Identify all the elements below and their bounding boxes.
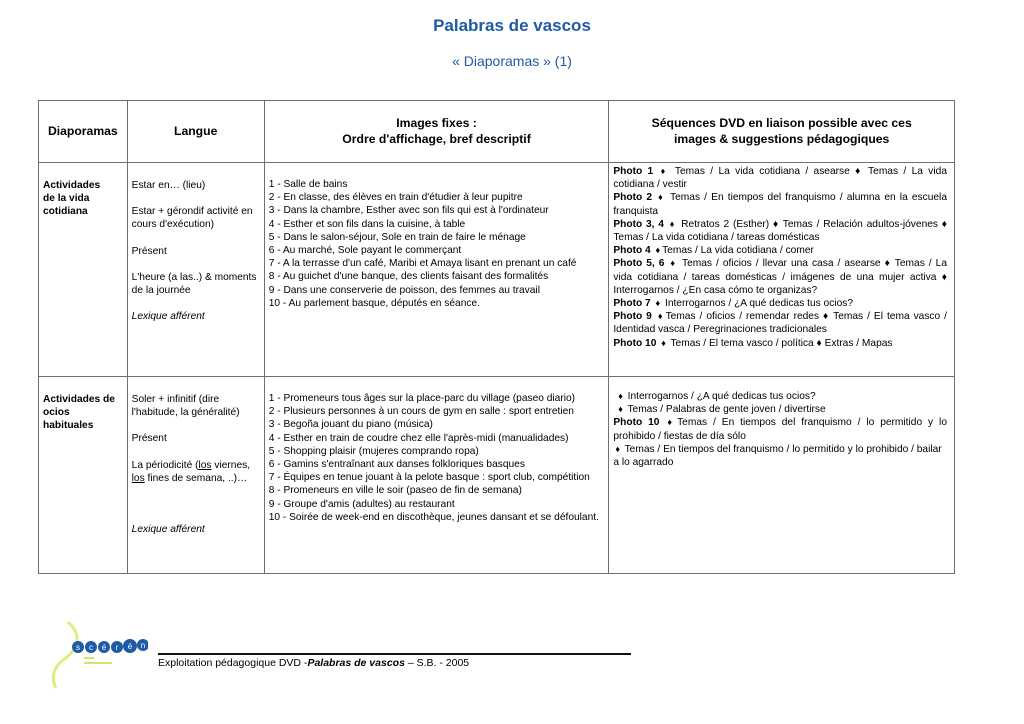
image-item: 10 - Soirée de week-end en discothèque, jeunes dansant et se défoulant. (268, 511, 599, 523)
footer-title: Palabras de vascos (307, 657, 405, 669)
dvd-text: Retratos 2 (Esther) ♦ Temas / Relación adultos-jóvenes ♦ Temas / La vida cotidiana / tareas domésticas (613, 218, 947, 244)
langue-item: Présent (131, 245, 167, 257)
header-images-line2: Ordre d'affichage, bref descriptif (342, 131, 531, 146)
footer-text (158, 657, 469, 669)
langue-lexique: Lexique afférent (131, 524, 205, 536)
svg-text:é: é (101, 643, 107, 652)
diaporama-cell (39, 377, 128, 574)
dvd-text: Temas / En tiempos del franquismo / lo permitido y lo prohibido / fiestas de día sólo (613, 417, 947, 442)
image-item: 3 - Begoña jouant du piano (música) (268, 419, 433, 431)
image-item: 10 - Au parlement basque, députés en séance. (268, 297, 480, 309)
dvd-text: Interrogarnos / ¿A qué dedicas tus ocios? (664, 298, 853, 310)
header-langue: Langue (127, 101, 264, 163)
table-row (39, 377, 955, 574)
diaporama-title-line: ocios (43, 407, 70, 419)
dvd-text: Temas / En tiempos del franquismo / lo permitido y lo prohibido / bailar a lo agarrado (613, 443, 942, 469)
langue-item: Soler + infinitif (dire l'habitude, la généralité) (131, 394, 240, 419)
diamond-bullet-icon: ♦ (615, 443, 620, 454)
image-item: 8 - Au guichet d'une banque, des clients faisant des formalités (268, 271, 549, 283)
diamond-bullet-icon: ♦ (618, 391, 623, 401)
diamond-bullet-icon: ♦ (655, 298, 661, 309)
dvd-item (613, 416, 947, 442)
diaporama-title-line: Actividades (43, 180, 101, 191)
diamond-bullet-icon: ♦ (655, 245, 661, 256)
dvd-item (613, 390, 947, 403)
header-diaporamas: Diaporamas (39, 101, 128, 163)
dvd-text: Temas / El tema vasco / política ♦ Extras / Mapas (670, 337, 893, 349)
diamond-bullet-icon: ♦ (660, 166, 668, 176)
dvd-item (613, 191, 947, 217)
photo-label: Photo 3, 4 (613, 218, 664, 230)
footer-divider (158, 653, 631, 655)
diaporama-cell (39, 163, 128, 377)
diamond-bullet-icon: ♦ (667, 417, 676, 428)
dvd-text: Temas / En tiempos del franquismo / alumna en la escuela franquista (613, 192, 947, 217)
photo-label: Photo 10 (613, 417, 660, 429)
diaporama-title-line: cotidiana (43, 206, 88, 218)
dvd-item (613, 443, 947, 469)
image-item: 9 - Groupe d'amis (adultes) au restaurant (268, 498, 455, 510)
sceren-logo-icon (48, 620, 148, 690)
langue-underlined: los (131, 472, 145, 484)
photo-label: Photo 5, 6 (613, 258, 665, 270)
dvd-item (613, 310, 947, 336)
page-subtitle: « Diaporamas » (1) (452, 53, 572, 69)
image-item: 9 - Dans une conserverie de poisson, des femmes au travail (268, 284, 540, 296)
dvd-text: Interrogarnos / ¿A qué dedicas tus ocios? (627, 391, 816, 402)
images-cell (264, 377, 609, 574)
dvd-item (613, 244, 947, 257)
photo-label: Photo 9 (613, 311, 652, 323)
header-images-fixes (264, 101, 609, 163)
langue-item: Estar + gérondif activité en cours d'exécution) (131, 206, 253, 231)
table-header-row (39, 101, 955, 163)
dvd-item (613, 403, 947, 416)
photo-label: Photo 1 (613, 166, 654, 177)
diaporama-title-line: habituales (43, 420, 94, 432)
langue-item: L'heure (a las..) & moments de la journée (131, 271, 257, 297)
diamond-bullet-icon: ♦ (670, 258, 677, 269)
diaporamas-table (38, 100, 955, 574)
image-item: 4 - Esther en train de coudre chez elle l'après-midi (manualidades) (268, 432, 569, 444)
image-item: 2 - Plusieurs personnes à un cours de gym en salle : sport entretien (268, 406, 574, 418)
image-item: 8 - Promeneurs en ville le soir (paseo de fin de semana) (268, 485, 522, 497)
diaporama-title-line: Actividades de (43, 394, 115, 405)
svg-text:r: r (115, 643, 119, 652)
diamond-bullet-icon: ♦ (661, 337, 666, 348)
image-item: 6 - Au marché, Sole payant le commerçant (268, 245, 462, 257)
image-item: 3 - Dans la chambre, Esther avec son fils qui est à l'ordinateur (268, 205, 549, 217)
langue-underlined: los (198, 459, 212, 471)
image-item: 7 - A la terrasse d'un café, Maribi et Amaya lisant en prenant un café (268, 258, 577, 270)
dvd-cell (609, 377, 955, 574)
image-item: 5 - Shopping plaisir (mujeres comprando ropa) (268, 445, 479, 457)
svg-text:s: s (76, 643, 80, 652)
image-item: 2 - En classe, des élèves en train d'étudier à leur pupitre (268, 192, 523, 204)
langue-item: Présent (131, 433, 167, 445)
dvd-text: Temas / oficios / remendar redes ♦ Temas / El tema vasco / Identidad vasca / Peregrinaciones tradicionales (613, 311, 947, 336)
header-images-line1: Images fixes : (396, 116, 477, 130)
langue-text: viernes, (211, 459, 251, 471)
image-item: 6 - Gamins s'entraînant aux danses folkloriques basques (268, 459, 525, 471)
page-title: Palabras de vascos (433, 16, 591, 35)
diamond-bullet-icon: ♦ (669, 218, 676, 229)
dvd-item (613, 257, 947, 297)
photo-label: Photo 2 (613, 192, 653, 204)
dvd-item (613, 337, 947, 350)
diaporama-title-line: de la vida (43, 193, 90, 205)
table-row (39, 163, 955, 377)
langue-cell (127, 377, 264, 574)
photo-label: Photo 7 (613, 298, 651, 310)
langue-text: fines de semana, ..)… (144, 472, 248, 484)
svg-text:é: é (127, 642, 133, 651)
header-dvd-line2: images & suggestions pédagogiques (673, 131, 890, 146)
sceren-logo (48, 620, 148, 690)
dvd-text: Temas / oficios / llevar una casa / asearse ♦ Temas / La vida cotidiana / tareas domésticas / imágenes de una mujer activa ♦ Interrogarnos / ¿En casa cómo te organizas? (613, 258, 947, 296)
langue-item (132, 459, 260, 485)
langue-item: Estar en… (lieu) (131, 180, 206, 191)
header-dvd-line1: Séquences DVD en liaison possible avec ces (651, 116, 912, 130)
image-item: 1 - Salle de bains (268, 179, 348, 190)
photo-label: Photo 10 (613, 337, 657, 349)
dvd-cell (609, 163, 955, 377)
dvd-text: Temas / La vida cotidiana / asearse ♦ Temas / La vida cotidiana / vestir (613, 166, 947, 191)
image-item: 5 - Dans le salon-séjour, Sole en train de faire le ménage (268, 231, 526, 243)
svg-text:c: c (89, 643, 93, 652)
dvd-text: Temas / La vida cotidiana / comer (662, 245, 814, 257)
image-item: 7 - Équipes en tenue jouant à la pelote basque : sport club, compétition (268, 472, 590, 484)
footer-prefix: Exploitation pédagogique DVD - (158, 657, 308, 669)
langue-lexique: Lexique afférent (131, 311, 205, 323)
dvd-text: Temas / Palabras de gente joven / divertirse (627, 404, 826, 416)
photo-label: Photo 4 (613, 245, 651, 257)
langue-text: La périodicité ( (131, 459, 199, 471)
images-cell (264, 163, 609, 377)
dvd-item (613, 165, 947, 191)
dvd-item (613, 218, 947, 244)
footer-suffix: – S.B. - 2005 (404, 657, 470, 669)
header-sequences-dvd (609, 101, 955, 163)
svg-text:n: n (140, 641, 146, 650)
langue-cell (127, 163, 264, 377)
image-item: 1 - Promeneurs tous âges sur la place-parc du village (paseo diario) (268, 393, 576, 404)
diamond-bullet-icon: ♦ (618, 404, 623, 415)
dvd-item (613, 297, 947, 310)
diamond-bullet-icon: ♦ (657, 311, 664, 322)
image-item: 4 - Esther et son fils dans la cuisine, à table (268, 218, 466, 230)
diamond-bullet-icon: ♦ (658, 192, 665, 203)
